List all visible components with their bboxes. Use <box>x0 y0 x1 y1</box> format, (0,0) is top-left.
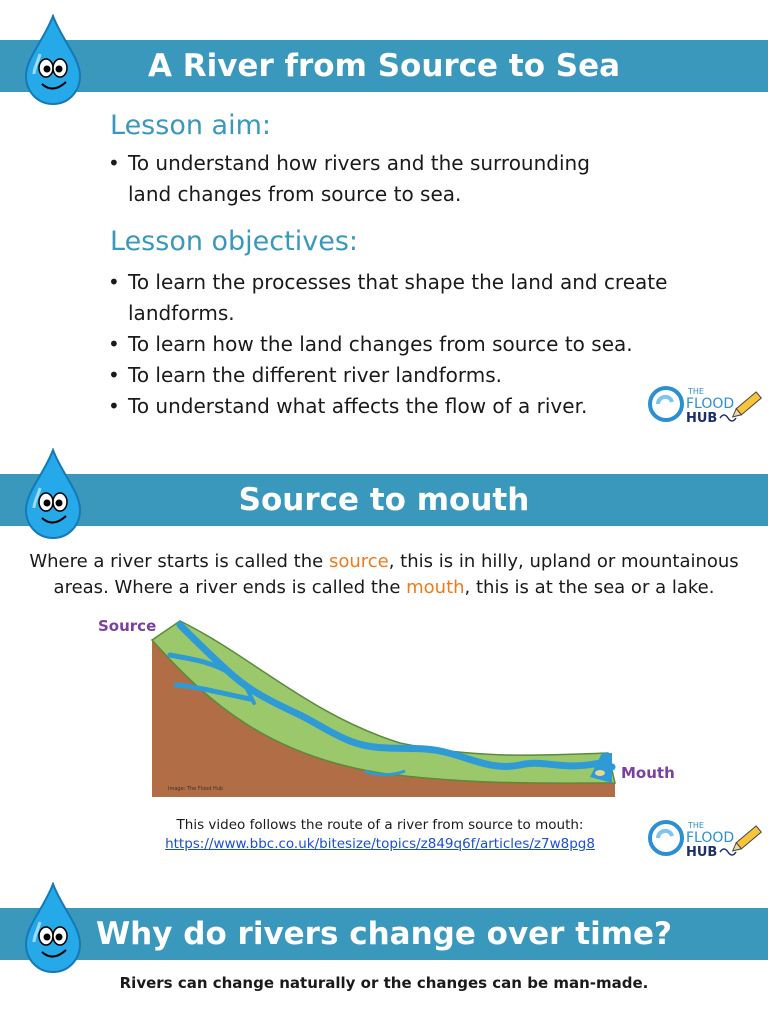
lesson-aim-heading: Lesson aim: <box>110 110 271 141</box>
page-title: A River from Source to Sea <box>147 48 621 84</box>
lesson-objectives-list <box>108 267 668 422</box>
list-item: • To learn the different river landforms. <box>108 360 668 391</box>
lesson-objectives-heading: Lesson objectives: <box>110 226 358 257</box>
section-title: Why do rivers change over time? <box>95 916 673 952</box>
section-banner-3 <box>0 908 768 960</box>
logo-text-flood: FLOOD <box>686 830 735 846</box>
logo-text-flood: FLOOD <box>686 396 735 412</box>
list-item: • To understand how rivers and the surrounding land changes from source to sea. <box>108 148 628 210</box>
diagram-credit: Image: The Flood Hub <box>168 786 224 792</box>
logo-text-the: THE <box>688 387 704 396</box>
video-note-text: This video follows the route of a river from source to mouth: <box>176 817 584 833</box>
video-note <box>130 816 630 854</box>
lesson-aim-list <box>108 148 628 210</box>
source-keyword: source <box>328 551 389 572</box>
diagram-mouth-label: Mouth <box>621 764 675 782</box>
water-drop-mascot-icon <box>22 14 84 106</box>
river-profile-diagram <box>150 615 618 800</box>
section-subtitle: Rivers can change naturally or the changes can be man-made. <box>119 974 649 992</box>
section-title: Source to mouth <box>238 482 530 518</box>
mouth-keyword: mouth <box>406 577 465 598</box>
flood-hub-logo <box>648 816 766 864</box>
section-banner-1 <box>0 40 768 92</box>
list-item: • To understand what affects the flow of a river. <box>108 391 668 422</box>
diagram-source-label: Source <box>98 617 157 635</box>
water-drop-mascot-icon <box>22 448 84 540</box>
logo-text-hub: HUB <box>686 411 718 426</box>
section-banner-2 <box>0 474 768 526</box>
video-link[interactable]: https://www.bbc.co.uk/bitesize/topics/z849q6f/articles/z7w8pg8 <box>165 836 595 852</box>
list-item: • To learn how the land changes from source to sea. <box>108 329 668 360</box>
list-item: • To learn the processes that shape the land and create landforms. <box>108 267 668 329</box>
logo-text-the: THE <box>688 821 704 830</box>
source-mouth-paragraph: Where a river starts is called the source, this is in hilly, upland or mountainous areas. Where a river ends is called the mouth, this is at the sea or a lake. <box>29 551 739 598</box>
flood-hub-logo <box>648 382 766 430</box>
logo-text-hub: HUB <box>686 845 718 860</box>
water-drop-mascot-icon <box>22 882 84 974</box>
